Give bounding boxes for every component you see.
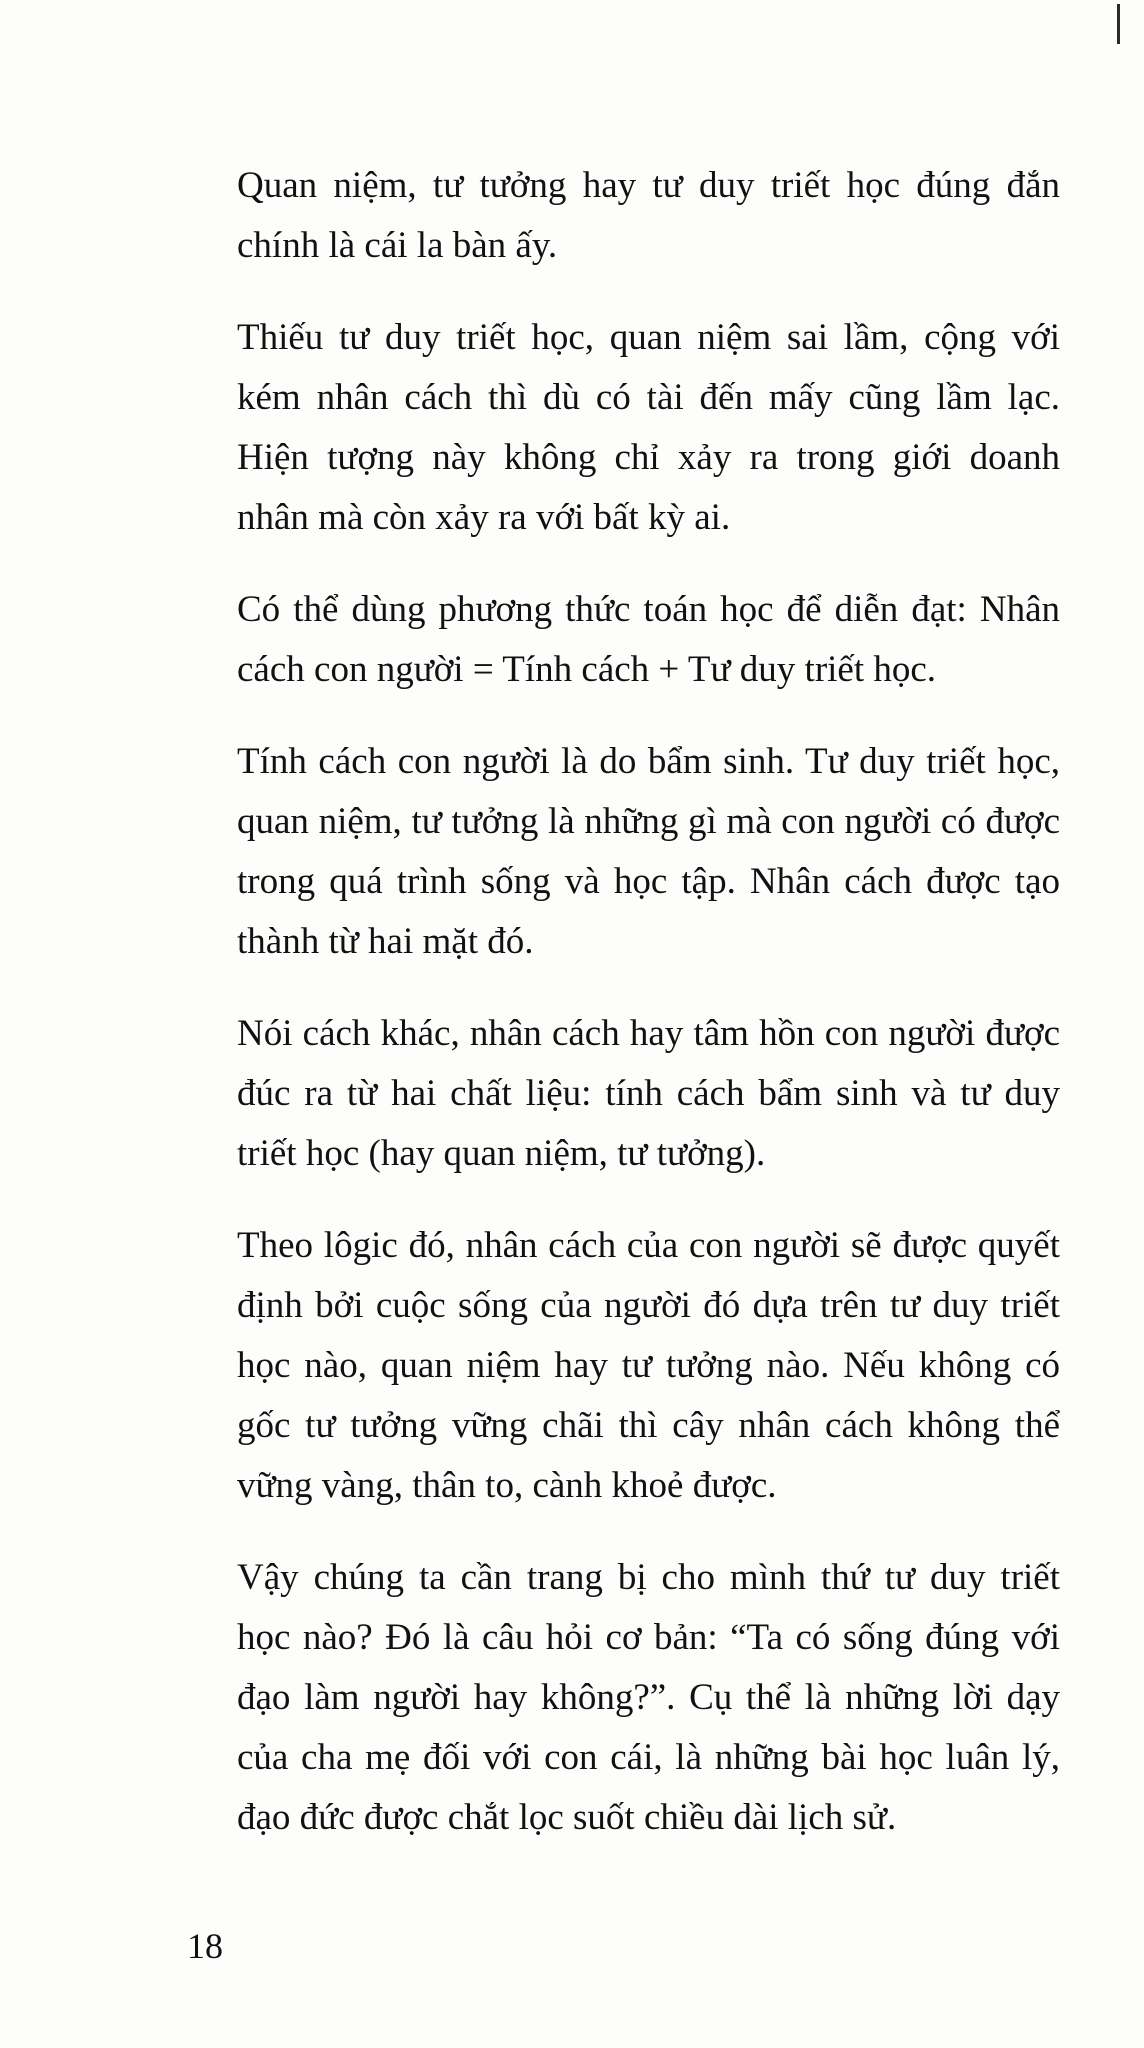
page-edge-mark	[1117, 4, 1120, 44]
paragraph-4: Tính cách con người là do bẩm sinh. Tư duy triết học, quan niệm, tư tưởng là những gì mà con người có được trong quá trình sống và học tập. Nhân cách được tạo thành từ hai mặt đó.	[237, 741, 1060, 962]
page-number: 18	[187, 1926, 223, 1966]
paragraph-1: Quan niệm, tư tưởng hay tư duy triết học đúng đắn chính là cái la bàn ấy.	[237, 165, 1060, 266]
paragraph-7: Vậy chúng ta cần trang bị cho mình thứ tư duy triết học nào? Đó là câu hỏi cơ bản: “Ta có sống đúng với đạo làm người hay không?”. Cụ thể là những lời dạy của cha mẹ đối với con cái, là những bài học luân lý, đạo đức được chắt lọc suốt chiều dài lịch sử.	[237, 1557, 1060, 1838]
paragraph-3: Có thể dùng phương thức toán học để diễn đạt: Nhân cách con người = Tính cách + Tư duy triết học.	[237, 589, 1060, 690]
paragraph-2: Thiếu tư duy triết học, quan niệm sai lầm, cộng với kém nhân cách thì dù có tài đến mấy cũng lầm lạc. Hiện tượng này không chỉ xảy ra trong giới doanh nhân mà còn xảy ra với bất kỳ ai.	[237, 317, 1060, 538]
body-text	[237, 156, 1060, 1880]
paragraph-5: Nói cách khác, nhân cách hay tâm hồn con người được đúc ra từ hai chất liệu: tính cách bẩm sinh và tư duy triết học (hay quan niệm, tư tưởng).	[237, 1013, 1060, 1174]
paragraph-6: Theo lôgic đó, nhân cách của con người sẽ được quyết định bởi cuộc sống của người đó dựa trên tư duy triết học nào, quan niệm hay tư tưởng nào. Nếu không có gốc tư tưởng vững chãi thì cây nhân cách không thể vững vàng, thân to, cành khoẻ được.	[237, 1225, 1060, 1506]
